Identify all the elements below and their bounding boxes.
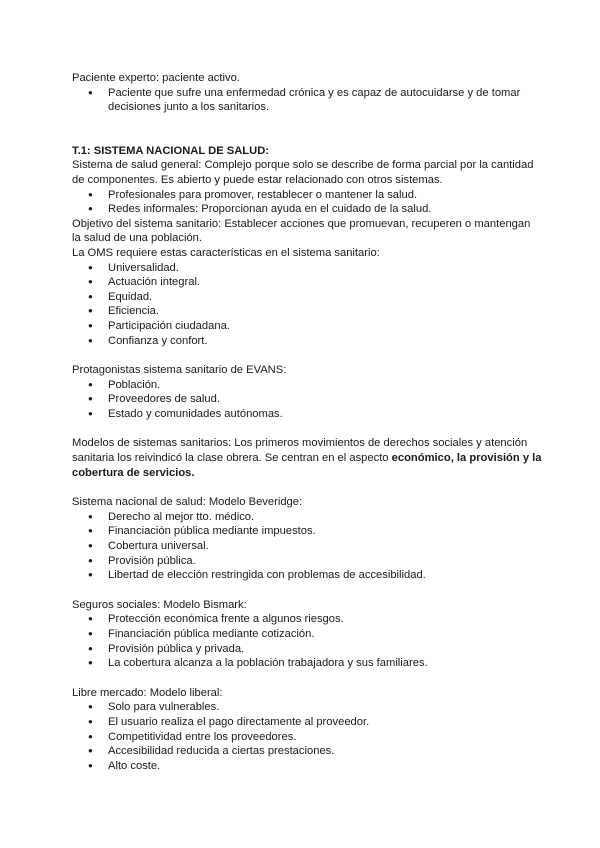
list-item: ● Accesibilidad reducida a ciertas prestaciones. [72, 744, 542, 759]
list-item: ● Redes informales: Proporcionan ayuda en el cuidado de la salud. [72, 202, 542, 217]
list-item: ● El usuario realiza el pago directamente al proveedor. [72, 715, 542, 730]
section-heading: T.1: SISTEMA NACIONAL DE SALUD: [72, 144, 270, 157]
list-item: ● Proveedores de salud. [72, 392, 542, 407]
list-item: ● Derecho al mejor tto. médico. [72, 510, 542, 525]
document-body [72, 71, 542, 773]
beveridge-title: Sistema nacional de salud: Modelo Beveridge: [72, 496, 303, 509]
models-text: Modelos de sistemas sanitarios: Los primeros movimientos de derechos sociales y atención sanitaria los reivindicó la clase obrera. Se centran en el aspecto [72, 437, 528, 465]
bismark-list [72, 612, 542, 670]
evans-list [72, 378, 542, 422]
evans-title: Protagonistas sistema sanitario de EVANS: [72, 364, 287, 377]
list-item: ● Confianza y confort. [72, 334, 542, 349]
general-system-list [72, 188, 542, 217]
list-item: ● Alto coste. [72, 759, 542, 774]
models-paragraph [72, 436, 542, 480]
list-item: ● Estado y comunidades autónomas. [72, 407, 542, 422]
list-item: ● Provisión pública y privada. [72, 642, 542, 657]
list-item: ● Universalidad. [72, 261, 542, 276]
oms-list [72, 261, 542, 349]
list-item: ● Financiación pública mediante cotización. [72, 627, 542, 642]
list-item: ● Actuación integral. [72, 275, 542, 290]
liberal-list [72, 700, 542, 773]
list-item: ● Paciente que sufre una enfermedad crónica y es capaz de autocuidarse y de tomar decisiones junto a los sanitarios. [72, 86, 542, 115]
beveridge-list [72, 510, 542, 583]
list-item: ● Equidad. [72, 290, 542, 305]
models-bold-text: económico, la provisión y la cobertura de servicios. [72, 452, 542, 479]
list-item: ● Provisión pública. [72, 554, 542, 569]
list-item: ● Población. [72, 378, 542, 393]
list-item: ● Solo para vulnerables. [72, 700, 542, 715]
list-item: ● Financiación pública mediante impuestos. [72, 524, 542, 539]
list-item: ● Protección económica frente a algunos riesgos. [72, 612, 542, 627]
liberal-title: Libre mercado: Modelo liberal: [72, 686, 223, 699]
list-item: ● Profesionales para promover, restablecer o mantener la salud. [72, 188, 542, 203]
list-item: ● Eficiencia. [72, 304, 542, 319]
list-item: ● Competitividad entre los proveedores. [72, 730, 542, 745]
objective-text: Objetivo del sistema sanitario: Establecer acciones que promuevan, recuperen o mantengan la salud de una población. [72, 217, 531, 245]
list-item: ● Libertad de elección restringida con problemas de accesibilidad. [72, 568, 542, 583]
list-item: ● Cobertura universal. [72, 539, 542, 554]
bismark-title: Seguros sociales: Modelo Bismark: [72, 598, 247, 611]
list-item: ● Participación ciudadana. [72, 319, 542, 334]
oms-text: La OMS requiere estas características en el sistema sanitario: [72, 246, 380, 259]
intro-list [72, 86, 542, 115]
intro-title: Paciente experto: paciente activo. [72, 72, 240, 84]
list-item: ● La cobertura alcanza a la población trabajadora y sus familiares. [72, 656, 542, 671]
general-system-text: Sistema de salud general: Complejo porque solo se describe de forma parcial por la cantidad de componentes. Es abierto y puede estar relacionado con otros sistemas. [72, 159, 534, 186]
